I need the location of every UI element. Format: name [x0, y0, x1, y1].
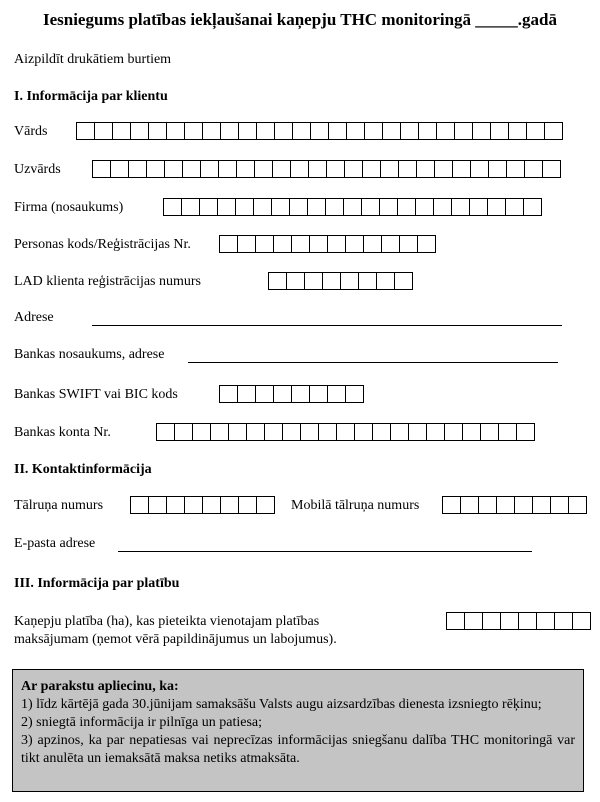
phone-char-box[interactable] — [257, 496, 275, 514]
surname-char-box[interactable] — [219, 160, 237, 178]
swift-char-box[interactable] — [310, 385, 328, 403]
name-char-box[interactable] — [113, 122, 131, 140]
area-char-box[interactable] — [519, 612, 537, 630]
surname-char-box[interactable] — [525, 160, 543, 178]
account-char-box[interactable] — [409, 423, 427, 441]
mobile-char-box[interactable] — [479, 496, 497, 514]
account-label: Bankas konta Nr. — [14, 425, 111, 440]
mobile-char-box[interactable] — [461, 496, 479, 514]
company-char-box[interactable] — [182, 198, 200, 216]
surname-char-box[interactable] — [291, 160, 309, 178]
surname-char-box[interactable] — [345, 160, 363, 178]
declaration-item-1: 1) līdz kārtējā gada 30.jūnijam samaksāšu Valsts augu aizsardzības dienesta izsniegto rēķinu; — [21, 697, 542, 712]
personal-code-char-box[interactable] — [382, 235, 400, 253]
company-char-box[interactable] — [488, 198, 506, 216]
area-label-line2: maksājumam (ņemot vērā papildinājumus un labojumus). — [14, 632, 337, 647]
area-char-box[interactable] — [483, 612, 501, 630]
account-char-box[interactable] — [517, 423, 535, 441]
company-char-box[interactable] — [326, 198, 344, 216]
account-char-box[interactable] — [355, 423, 373, 441]
area-char-box[interactable] — [465, 612, 483, 630]
phone-char-box[interactable] — [221, 496, 239, 514]
surname-char-box[interactable] — [309, 160, 327, 178]
personal-code-char-box[interactable] — [274, 235, 292, 253]
company-char-box[interactable] — [308, 198, 326, 216]
surname-char-box[interactable] — [507, 160, 525, 178]
name-char-box[interactable] — [401, 122, 419, 140]
account-char-box[interactable] — [247, 423, 265, 441]
area-char-box[interactable] — [537, 612, 555, 630]
account-char-box[interactable] — [265, 423, 283, 441]
personal-code-char-box[interactable] — [418, 235, 436, 253]
name-char-box[interactable] — [239, 122, 257, 140]
name-char-box[interactable] — [329, 122, 347, 140]
surname-char-box[interactable] — [165, 160, 183, 178]
personal-code-char-box[interactable] — [310, 235, 328, 253]
company-char-box[interactable] — [200, 198, 218, 216]
mobile-char-box[interactable] — [569, 496, 587, 514]
surname-char-box[interactable] — [417, 160, 435, 178]
swift-char-box[interactable] — [328, 385, 346, 403]
surname-char-box[interactable] — [363, 160, 381, 178]
surname-char-box[interactable] — [471, 160, 489, 178]
surname-char-box[interactable] — [147, 160, 165, 178]
personal-code-char-box[interactable] — [238, 235, 256, 253]
account-char-box[interactable] — [301, 423, 319, 441]
company-char-box[interactable] — [452, 198, 470, 216]
swift-boxes[interactable] — [219, 385, 364, 403]
company-char-box[interactable] — [524, 198, 542, 216]
name-char-box[interactable] — [419, 122, 437, 140]
surname-char-box[interactable] — [255, 160, 273, 178]
lad-registration-boxes[interactable] — [268, 272, 413, 290]
lad-registration-char-box[interactable] — [305, 272, 323, 290]
personal-code-char-box[interactable] — [292, 235, 310, 253]
lad-registration-char-box[interactable] — [395, 272, 413, 290]
account-char-box[interactable] — [481, 423, 499, 441]
personal-code-char-box[interactable] — [328, 235, 346, 253]
surname-char-box[interactable] — [399, 160, 417, 178]
swift-char-box[interactable] — [220, 385, 238, 403]
name-label: Vārds — [14, 124, 48, 139]
lad-registration-char-box[interactable] — [359, 272, 377, 290]
name-char-box[interactable] — [527, 122, 545, 140]
surname-char-box[interactable] — [129, 160, 147, 178]
personal-code-label: Personas kods/Reģistrācijas Nr. — [14, 237, 191, 252]
company-char-box[interactable] — [416, 198, 434, 216]
swift-char-box[interactable] — [292, 385, 310, 403]
company-char-box[interactable] — [362, 198, 380, 216]
personal-code-char-box[interactable] — [220, 235, 238, 253]
surname-char-box[interactable] — [201, 160, 219, 178]
name-char-box[interactable] — [509, 122, 527, 140]
lad-registration-label: LAD klienta reģistrācijas numurs — [14, 274, 202, 289]
lad-registration-char-box[interactable] — [377, 272, 395, 290]
declaration-heading: Ar parakstu apliecinu, ka: — [21, 679, 179, 694]
fill-instruction: Aizpildīt drukātiem burtiem — [14, 52, 172, 67]
lad-registration-char-box[interactable] — [287, 272, 305, 290]
account-char-box[interactable] — [229, 423, 247, 441]
company-char-box[interactable] — [236, 198, 254, 216]
phone-boxes[interactable] — [130, 496, 275, 514]
name-char-box[interactable] — [311, 122, 329, 140]
phone-label: Tālruņa numurs — [14, 498, 104, 513]
name-char-box[interactable] — [95, 122, 113, 140]
name-boxes[interactable] — [76, 122, 563, 140]
company-char-box[interactable] — [506, 198, 524, 216]
swift-label: Bankas SWIFT vai BIC kods — [14, 387, 178, 402]
mobile-char-box[interactable] — [551, 496, 569, 514]
name-char-box[interactable] — [383, 122, 401, 140]
personal-code-boxes[interactable] — [219, 235, 436, 253]
account-char-box[interactable] — [211, 423, 229, 441]
mobile-boxes[interactable] — [442, 496, 587, 514]
name-char-box[interactable] — [293, 122, 311, 140]
area-char-box[interactable] — [555, 612, 573, 630]
phone-char-box[interactable] — [167, 496, 185, 514]
bank-name-label: Bankas nosaukums, adrese — [14, 347, 165, 362]
surname-boxes[interactable] — [92, 160, 561, 178]
name-char-box[interactable] — [545, 122, 563, 140]
name-char-box[interactable] — [203, 122, 221, 140]
address-label: Adrese — [14, 310, 54, 325]
surname-char-box[interactable] — [489, 160, 507, 178]
name-char-box[interactable] — [77, 122, 95, 140]
name-char-box[interactable] — [437, 122, 455, 140]
company-char-box[interactable] — [290, 198, 308, 216]
name-char-box[interactable] — [473, 122, 491, 140]
company-char-box[interactable] — [164, 198, 182, 216]
surname-label: Uzvārds — [14, 162, 61, 177]
area-char-box[interactable] — [573, 612, 591, 630]
section-area-heading: III. Informācija par platību — [14, 576, 180, 591]
address-line[interactable] — [92, 325, 562, 326]
personal-code-char-box[interactable] — [346, 235, 364, 253]
account-char-box[interactable] — [445, 423, 463, 441]
surname-char-box[interactable] — [327, 160, 345, 178]
area-boxes[interactable] — [446, 612, 591, 630]
name-char-box[interactable] — [275, 122, 293, 140]
lad-registration-char-box[interactable] — [341, 272, 359, 290]
account-char-box[interactable] — [319, 423, 337, 441]
name-char-box[interactable] — [167, 122, 185, 140]
swift-char-box[interactable] — [346, 385, 364, 403]
account-char-box[interactable] — [463, 423, 481, 441]
name-char-box[interactable] — [131, 122, 149, 140]
company-char-box[interactable] — [470, 198, 488, 216]
swift-char-box[interactable] — [274, 385, 292, 403]
surname-char-box[interactable] — [183, 160, 201, 178]
personal-code-char-box[interactable] — [400, 235, 418, 253]
personal-code-char-box[interactable] — [256, 235, 274, 253]
mobile-char-box[interactable] — [533, 496, 551, 514]
surname-char-box[interactable] — [543, 160, 561, 178]
company-char-box[interactable] — [272, 198, 290, 216]
phone-char-box[interactable] — [239, 496, 257, 514]
lad-registration-char-box[interactable] — [323, 272, 341, 290]
phone-char-box[interactable] — [203, 496, 221, 514]
surname-char-box[interactable] — [453, 160, 471, 178]
phone-char-box[interactable] — [149, 496, 167, 514]
phone-char-box[interactable] — [185, 496, 203, 514]
account-char-box[interactable] — [391, 423, 409, 441]
declaration-box — [12, 669, 584, 792]
company-label: Firma (nosaukums) — [14, 200, 124, 215]
company-boxes[interactable] — [163, 198, 542, 216]
mobile-char-box[interactable] — [443, 496, 461, 514]
swift-char-box[interactable] — [238, 385, 256, 403]
name-char-box[interactable] — [365, 122, 383, 140]
mobile-char-box[interactable] — [515, 496, 533, 514]
surname-char-box[interactable] — [435, 160, 453, 178]
email-line[interactable] — [118, 551, 532, 552]
account-char-box[interactable] — [427, 423, 445, 441]
area-label-line1: Kaņepju platība (ha), kas pieteikta vienotajam platības — [14, 614, 320, 629]
account-char-box[interactable] — [157, 423, 175, 441]
declaration-item-2: 2) sniegtā informācija ir pilnīga un patiesa; — [21, 715, 263, 730]
account-char-box[interactable] — [175, 423, 193, 441]
section-contact-heading: II. Kontaktinformācija — [14, 462, 152, 477]
phone-char-box[interactable] — [131, 496, 149, 514]
account-char-box[interactable] — [337, 423, 355, 441]
company-char-box[interactable] — [344, 198, 362, 216]
declaration-item-3: 3) apzinos, ka par nepatiesas vai neprecīzas informācijas sniegšanu dalība THC monitoringā var tikt anulēta un iemaksātā maksa netiks atmaksāta. — [21, 733, 575, 766]
account-char-box[interactable] — [283, 423, 301, 441]
surname-char-box[interactable] — [93, 160, 111, 178]
name-char-box[interactable] — [185, 122, 203, 140]
swift-char-box[interactable] — [256, 385, 274, 403]
account-char-box[interactable] — [499, 423, 517, 441]
area-char-box[interactable] — [447, 612, 465, 630]
name-char-box[interactable] — [347, 122, 365, 140]
surname-char-box[interactable] — [237, 160, 255, 178]
form-title: Iesniegums platības iekļaušanai kaņepju THC monitoringā _____.gadā — [42, 10, 558, 29]
name-char-box[interactable] — [221, 122, 239, 140]
lad-registration-char-box[interactable] — [269, 272, 287, 290]
section-client-heading: I. Informācija par klientu — [14, 89, 168, 104]
surname-char-box[interactable] — [381, 160, 399, 178]
email-label: E-pasta adrese — [14, 536, 96, 551]
surname-char-box[interactable] — [111, 160, 129, 178]
account-char-box[interactable] — [193, 423, 211, 441]
personal-code-char-box[interactable] — [364, 235, 382, 253]
company-char-box[interactable] — [398, 198, 416, 216]
bank-name-line[interactable] — [188, 362, 558, 363]
name-char-box[interactable] — [257, 122, 275, 140]
account-boxes[interactable] — [156, 423, 535, 441]
company-char-box[interactable] — [380, 198, 398, 216]
area-char-box[interactable] — [501, 612, 519, 630]
surname-char-box[interactable] — [273, 160, 291, 178]
name-char-box[interactable] — [149, 122, 167, 140]
name-char-box[interactable] — [491, 122, 509, 140]
account-char-box[interactable] — [373, 423, 391, 441]
mobile-label: Mobilā tālruņa numurs — [291, 498, 420, 513]
company-char-box[interactable] — [434, 198, 452, 216]
company-char-box[interactable] — [218, 198, 236, 216]
mobile-char-box[interactable] — [497, 496, 515, 514]
company-char-box[interactable] — [254, 198, 272, 216]
name-char-box[interactable] — [455, 122, 473, 140]
